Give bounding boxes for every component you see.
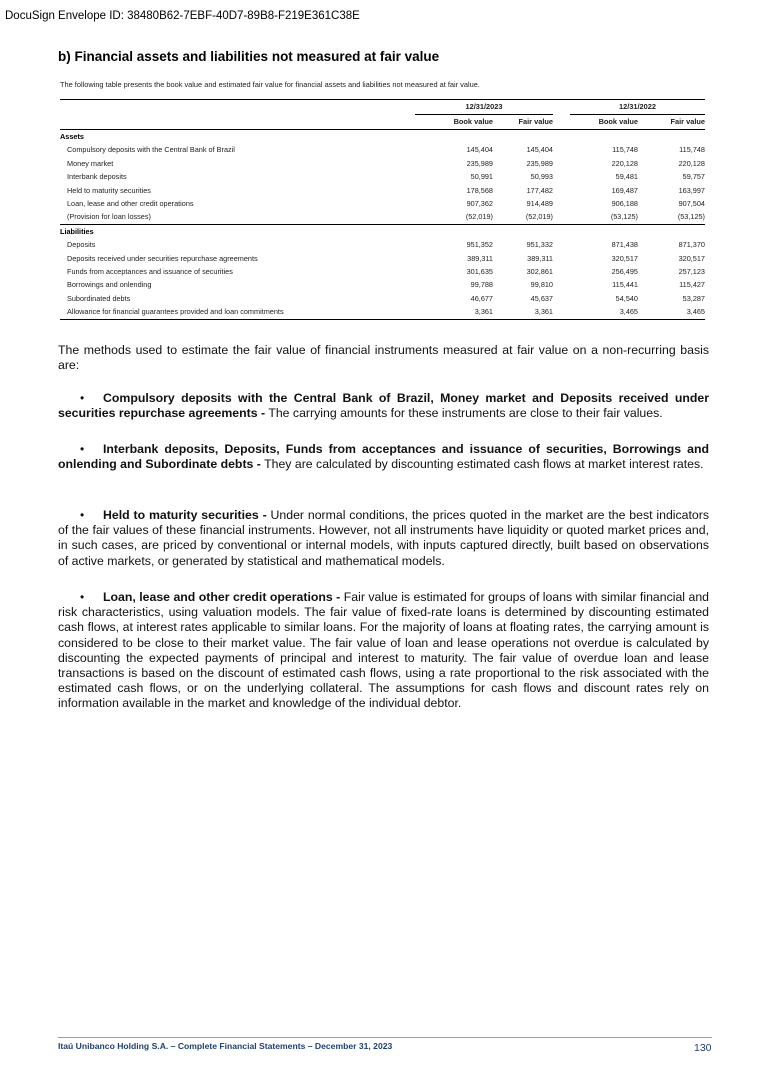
cell-value: 3,361: [415, 305, 493, 319]
docusign-envelope-id: DocuSign Envelope ID: 38480B62-7EBF-40D7-89B8-F219E361C38E: [5, 10, 360, 22]
table-row: [60, 292, 705, 305]
table-intro-note: The following table presents the book value and estimated fair value for financial assets and liabilities not measured at fair value.: [60, 80, 480, 89]
cell-value: (53,125): [677, 212, 705, 222]
group-assets-row: [60, 130, 705, 144]
footer-text: Itaú Unibanco Holding S.A. – Complete Financial Statements – December 31, 2023: [58, 1041, 393, 1051]
cell-value: 115,748: [612, 145, 638, 155]
method-item: [58, 508, 709, 569]
cell-value: 145,404: [466, 145, 493, 155]
cell-value: 871,370: [678, 240, 705, 250]
bullet-icon: •: [80, 391, 85, 405]
fair-value-table: [60, 99, 705, 320]
cell-value: 871,438: [611, 240, 638, 250]
cell-value: 50,993: [530, 172, 553, 182]
method-title: Compulsory deposits with the Central Bank of Brazil, Money market and Deposits received under securities repurchase agreements -: [58, 391, 709, 421]
row-label: (Provision for loan losses): [67, 212, 151, 222]
cell-value: 46,677: [470, 293, 493, 303]
table-row: [60, 252, 705, 265]
bullet-icon: •: [80, 508, 85, 522]
cell-value: 389,311: [467, 253, 493, 263]
row-label: Compulsory deposits with the Central Bank of Brazil: [67, 145, 235, 155]
table-row: [60, 265, 705, 278]
method-item: [58, 590, 709, 712]
cell-value: 951,352: [466, 240, 493, 250]
group-label-assets: Assets: [60, 130, 705, 144]
cell-value: 99,810: [530, 280, 553, 290]
row-label: Borrowings and onlending: [67, 280, 152, 290]
table-row: [60, 210, 705, 224]
cell-value: 163,997: [678, 185, 705, 195]
section-title: b) Financial assets and liabilities not measured at fair value: [58, 49, 440, 64]
row-label: Money market: [67, 158, 114, 168]
table-row: [60, 238, 705, 251]
bullet-icon: •: [80, 442, 85, 456]
cell-value: 99,788: [470, 280, 493, 290]
col-book-value-2022: Book value: [570, 115, 638, 130]
cell-value: 177,482: [526, 185, 553, 195]
col-fair-value-2022: Fair value: [638, 115, 705, 130]
cell-value: 257,123: [678, 267, 705, 277]
group-liabilities-row: [60, 224, 705, 238]
row-label: Deposits received under securities repurchase agreements: [67, 253, 258, 263]
cell-value: 320,517: [611, 253, 638, 263]
group-label-liabilities: Liabilities: [60, 224, 705, 238]
row-label: Held to maturity securities: [67, 185, 151, 195]
table-row: [60, 170, 705, 183]
method-text: They are calculated by discounting estimated cash flows at market interest rates.: [264, 457, 704, 472]
cell-value: 907,362: [466, 199, 493, 209]
cell-value: 178,568: [466, 185, 493, 195]
cell-value: 256,495: [611, 267, 638, 277]
table-row: [60, 184, 705, 197]
row-label: Subordinated debts: [67, 293, 131, 303]
page-number: 130: [694, 1042, 712, 1054]
cell-value: 45,637: [530, 293, 553, 303]
cell-value: 220,128: [678, 158, 705, 168]
bullet-icon: •: [80, 590, 85, 604]
col-fair-value-2023: Fair value: [493, 115, 553, 130]
method-title: Held to maturity securities -: [103, 508, 267, 522]
cell-value: 951,332: [526, 240, 553, 250]
row-label: Allowance for financial guarantees provided and loan commitments: [60, 305, 415, 319]
cell-value: 235,989: [466, 158, 493, 168]
cell-value: 54,540: [615, 293, 638, 303]
cell-value: 59,481: [615, 172, 638, 182]
cell-value: 220,128: [611, 158, 638, 168]
row-label: Loan, lease and other credit operations: [67, 199, 194, 209]
cell-value: 115,427: [679, 280, 705, 290]
cell-value: 320,517: [678, 253, 705, 263]
methods-intro: The methods used to estimate the fair value of financial instruments measured at fair value on a non-recurring basis are:: [58, 343, 709, 373]
period-2022: 12/31/2022: [570, 100, 705, 115]
cell-value: 169,487: [611, 185, 638, 195]
cell-value: 115,748: [679, 145, 705, 155]
cell-value: 3,465: [638, 305, 705, 319]
method-text: Under normal conditions, the prices quoted in the market are the best indicators of the fair values of these financial instruments. However, not all instruments have liquidity or quoted market prices and, in such cases, are priced by conventional or internal models, with inputs captured directly, built based on observations of active markets, or generated by statistical and mathematical models.: [58, 508, 710, 568]
table-row: [60, 278, 705, 291]
method-text: The carrying amounts for these instruments are close to their fair values.: [268, 406, 663, 421]
cell-value: 302,861: [526, 267, 553, 277]
cell-value: 115,441: [612, 280, 638, 290]
col-book-value-2023: Book value: [415, 115, 493, 130]
cell-value: 906,188: [611, 199, 638, 209]
table-row: [60, 143, 705, 156]
cell-value: 145,404: [526, 145, 553, 155]
method-title: Loan, lease and other credit operations -: [103, 590, 341, 604]
method-item: [58, 442, 709, 472]
footer-divider: [58, 1037, 712, 1038]
table-row: [60, 157, 705, 170]
period-2023: 12/31/2023: [415, 100, 553, 115]
column-header-row: [60, 115, 705, 130]
cell-value: (52,019): [465, 212, 493, 222]
cell-value: 907,504: [678, 199, 705, 209]
method-item: [58, 391, 709, 421]
method-text: Fair value is estimated for groups of loans with similar financial and risk characteristics, using valuation models. The fair value of fixed-rate loans is determined by discounting estimated cash flows, at interest rates applicable to similar loans. For the majority of loans at floating rates, the carrying amount is considered to be close to their market value. The fair value of loan and lease operations not overdue is calculated by discounting the expected payments of principal and interest to maturity. The fair value of overdue loan and lease transactions is based on the discount of estimated cash flows, using a rate proportional to the risk associated with the estimated cash flows, or on the underlying collateral. The assumptions for cash flows and discount rates rely on information available in the market and knowledge of the individual debtor.: [58, 590, 710, 711]
cell-value: 53,287: [682, 293, 705, 303]
cell-value: (53,125): [610, 212, 638, 222]
row-label: Funds from acceptances and issuance of securities: [67, 267, 233, 277]
table-row: [60, 197, 705, 210]
method-title: Interbank deposits, Deposits, Funds from acceptances and issuance of securities, Borrowings and onlending and Subordinate debts -: [58, 442, 709, 472]
period-header-row: [60, 100, 705, 115]
cell-value: 3,361: [493, 305, 553, 319]
table-row: [60, 305, 705, 319]
cell-value: 914,489: [526, 199, 553, 209]
cell-value: (52,019): [525, 212, 553, 222]
cell-value: 235,989: [526, 158, 553, 168]
row-label: Deposits: [67, 240, 96, 250]
cell-value: 389,311: [527, 253, 553, 263]
row-label: Interbank deposits: [67, 172, 127, 182]
cell-value: 59,757: [682, 172, 705, 182]
cell-value: 3,465: [570, 305, 638, 319]
cell-value: 50,991: [470, 172, 493, 182]
cell-value: 301,635: [466, 267, 493, 277]
